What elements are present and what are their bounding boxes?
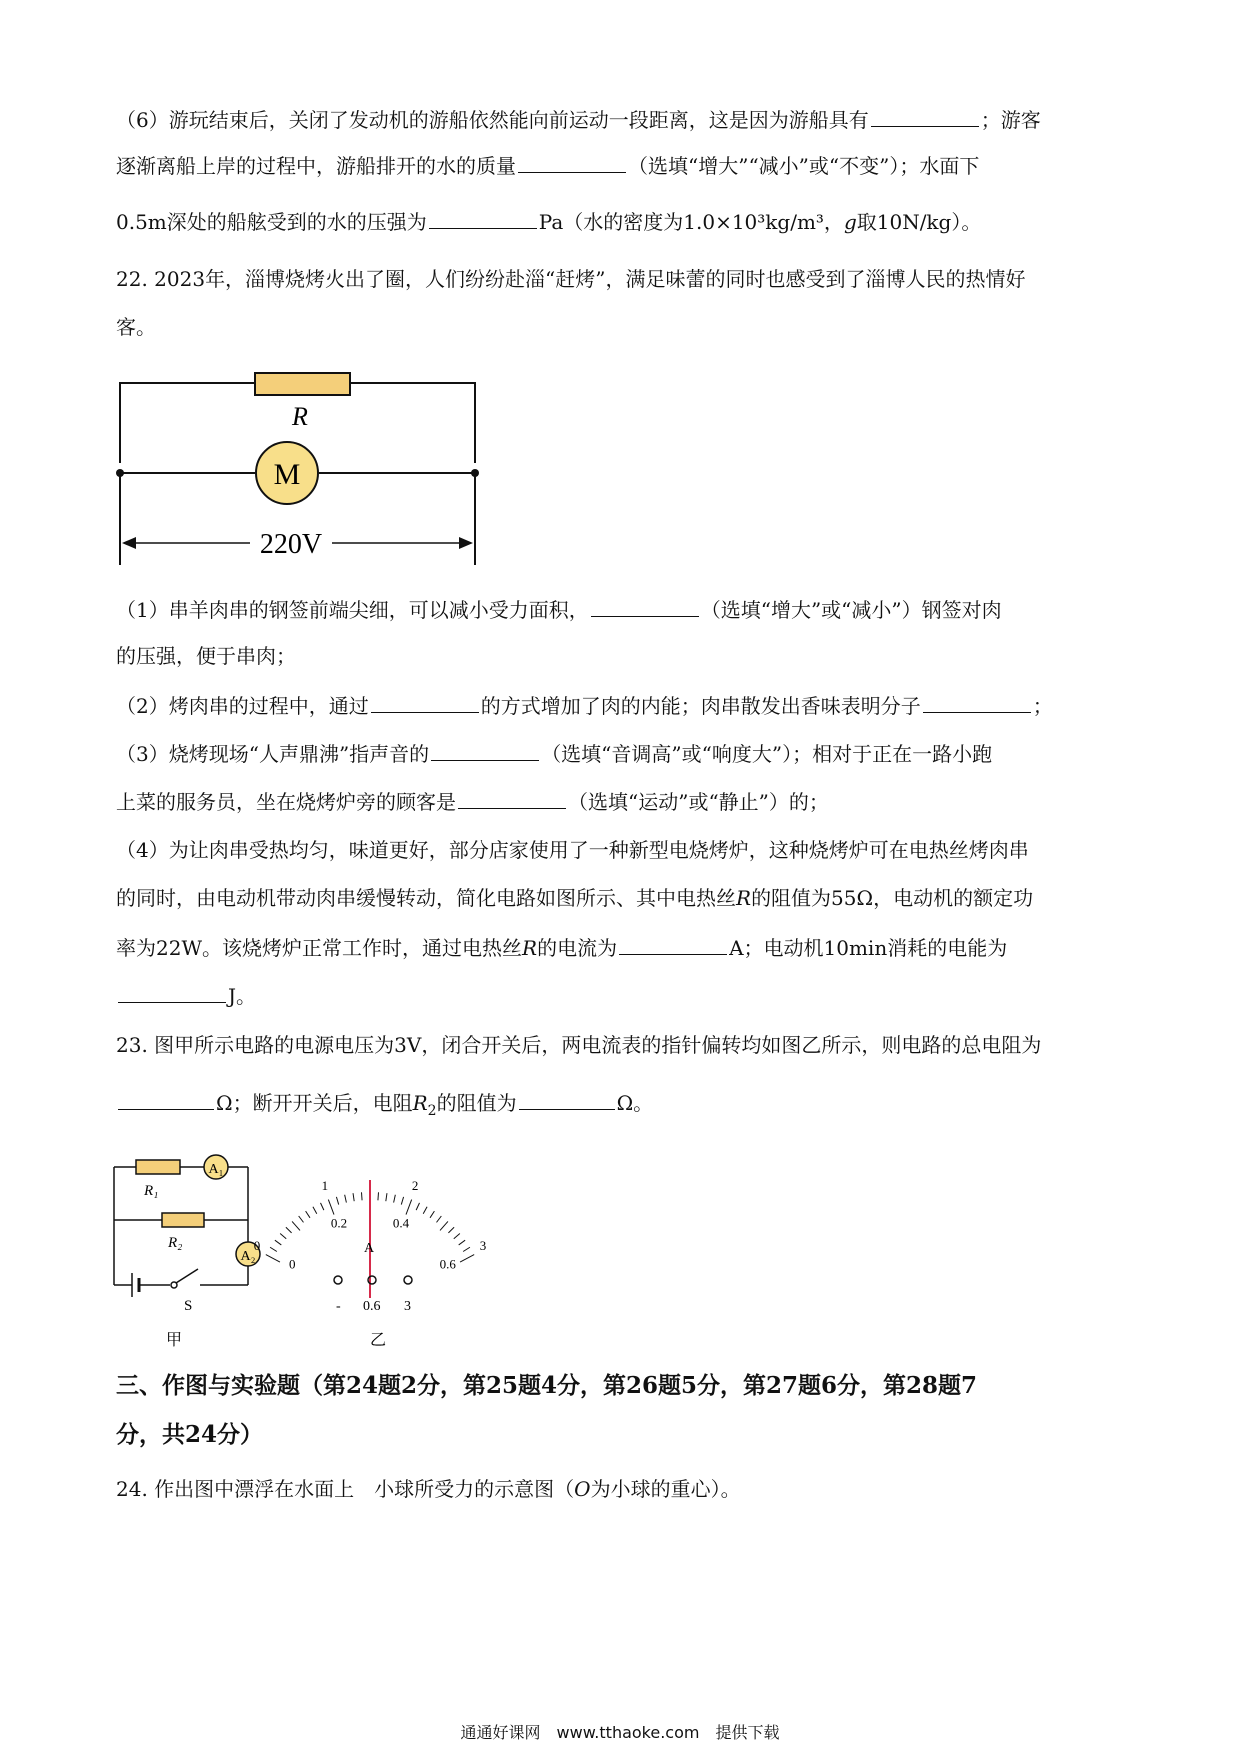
dial-tick [394,1195,396,1203]
dial-tick [440,1221,448,1230]
dial-tick [280,1234,286,1239]
dial-tick [460,1255,474,1263]
motor-m-label: M [273,458,301,491]
dial-tick [313,1207,317,1214]
answer-blank[interactable] [591,594,699,617]
answer-blank[interactable] [118,1087,214,1110]
dial-tick [321,1203,324,1210]
dial-tick [430,1211,434,1218]
terminal-0-6-label: 0.6 [363,1299,381,1314]
dial-tick [416,1203,419,1210]
q23-ammeter-yi [253,1160,500,1350]
dial-top-tick-label: 1 [321,1178,329,1194]
dial-bottom-tick-label: 0.2 [330,1215,348,1231]
dial-tick [454,1234,460,1239]
answer-blank[interactable] [923,690,1031,713]
answer-blank[interactable] [118,980,226,1003]
section-3-title: 三、作图与实验题（第24题2分，第25题4分，第26题5分，第27题6分，第28题7 [116,1372,978,1399]
q22-part4-line1: （4）为让肉串受热均匀，味道更好，部分店家使用了一种新型电烧烤炉，这种烧烤炉可在电热丝烤肉串 [116,838,1029,862]
resistor-r [255,373,350,395]
dial-tick [401,1197,403,1205]
q22-stem: 22. 2023年，淄博烧烤火出了圈，人们纷纷赴淄“赶烤”，满足味蕾的同时也感受到了淄博人民的热情好 [116,267,1026,291]
answer-blank[interactable] [871,104,979,127]
dial-bottom-tick-label: 0.4 [392,1215,410,1231]
dial-tick [345,1195,347,1203]
resistor-r-label: R [292,402,308,431]
dial-tick [328,1200,334,1215]
dial-tick [275,1240,281,1245]
dial-unit-label: A [364,1241,375,1256]
q23-stem-cont: Ω；断开开关后，电阻$R_2$的阻值为 Ω。 [116,1087,653,1126]
resistor-r2 [162,1213,204,1227]
answer-blank[interactable] [431,738,539,761]
terminal-3 [404,1276,412,1284]
section-3-title-cont: 分，共24分） [116,1421,264,1448]
terminal-3-label: 3 [404,1299,411,1314]
dial-bottom-tick-label: 0 [289,1256,296,1272]
figure-jia-caption: 甲 [166,1332,183,1349]
q23-stem: 23. 图甲所示电路的电源电压为3V，闭合开关后，两电流表的指针偏转均如图乙所示，则电路的总电阻为 [116,1033,1042,1057]
page-footer: 通通好课网 www.tthaoke.com 提供下载 [460,1723,780,1742]
dial-tick [463,1247,470,1251]
dial-tick [299,1216,304,1222]
q22-part1-line2: 的压强，便于串肉； [116,644,296,668]
resistor-r1-label: R₁ [144,1183,159,1199]
resistor-r1 [136,1160,180,1174]
dial-tick [292,1221,300,1230]
dial-tick [336,1197,338,1205]
answer-blank[interactable] [371,690,479,713]
dial-tick [437,1216,442,1222]
dial-top-tick-label: 3 [479,1237,487,1253]
figure-yi-caption: 乙 [370,1332,387,1349]
arrowhead-right [459,537,473,549]
ammeter-a2-label: A₂ [240,1249,256,1264]
q22-part1-line1: （1）串羊肉串的钢签前端尖细，可以减小受力面积， （选填“增大”或“减小”）钢签对肉 [116,594,1002,625]
q24-stem: 24. 作出图中漂浮在水面上 小球所受力的示意图（O为小球的重心）。 [116,1477,741,1501]
q22-part4-line3: 率为22W。该烧烤炉正常工作时，通过电热丝R的电流为 A；电动机10min消耗的电能为 [116,932,1007,963]
switch-s [176,1269,198,1283]
answer-blank[interactable] [619,932,727,955]
dial-bottom-tick-label: 0.6 [439,1256,456,1272]
q22-part4-line2: 的同时，由电动机带动肉串缓慢转动，简化电路如图所示、其中电热丝R的阻值为55Ω，电动机的额定功 [116,886,1034,910]
q21-6-line2: 逐渐离船上岸的过程中，游船排开的水的质量 （选填“增大”“减小”或“不变”）；水面下 [116,150,979,181]
q22-part4-line4: J。 [116,980,256,1011]
switch-label: S [184,1298,193,1314]
dial-top-tick-label: 0 [253,1237,261,1253]
dial-tick [270,1247,277,1251]
answer-blank[interactable] [458,786,566,809]
answer-blank[interactable] [518,150,626,173]
dial-tick [406,1200,412,1215]
dial-tick [459,1240,465,1245]
dial-tick [306,1211,310,1218]
q21-6-line1: （6）游玩结束后，关闭了发动机的游船依然能向前运动一段距离，这是因为游船具有 ；游客 [116,104,1041,135]
q21-6-line3: 0.5m深处的船舷受到的水的压强为 Pa（水的密度为1.0×10³kg/m³，g取10N/kg）。 [116,206,981,237]
arrowhead-left [122,537,136,549]
dial-tick [286,1227,292,1233]
answer-blank[interactable] [429,206,537,229]
q22-stem-cont: 客。 [116,315,156,339]
dial-tick [448,1227,454,1233]
q22-part3-line1: （3）烧烤现场“人声鼎沸”指声音的 （选填“音调高”或“响度大”）；相对于正在一路小跑 [116,738,992,769]
answer-blank[interactable] [519,1087,615,1110]
q22-part2: （2）烤肉串的过程中，通过 的方式增加了肉的内能；肉串散发出香味表明分子 ； [116,690,1053,721]
voltage-label: 220V [259,529,323,560]
resistor-r2-label: R₂ [168,1235,183,1251]
dial-tick [353,1193,354,1201]
q22-circuit-diagram [110,365,490,575]
ammeter-a1-label: A₁ [208,1162,224,1177]
q22-part3-line2: 上菜的服务员，坐在烧烤炉旁的顾客是 （选填“运动”或“静止”）的； [116,786,829,817]
dial-tick [386,1193,387,1201]
dial-tick [378,1192,379,1200]
terminal-negative-label: - [336,1299,341,1314]
dial-tick [361,1192,362,1200]
q23-circuit-jia [106,1145,276,1350]
terminal-negative [334,1276,342,1284]
dial-top-tick-label: 2 [411,1178,419,1194]
dial-tick [423,1207,427,1214]
